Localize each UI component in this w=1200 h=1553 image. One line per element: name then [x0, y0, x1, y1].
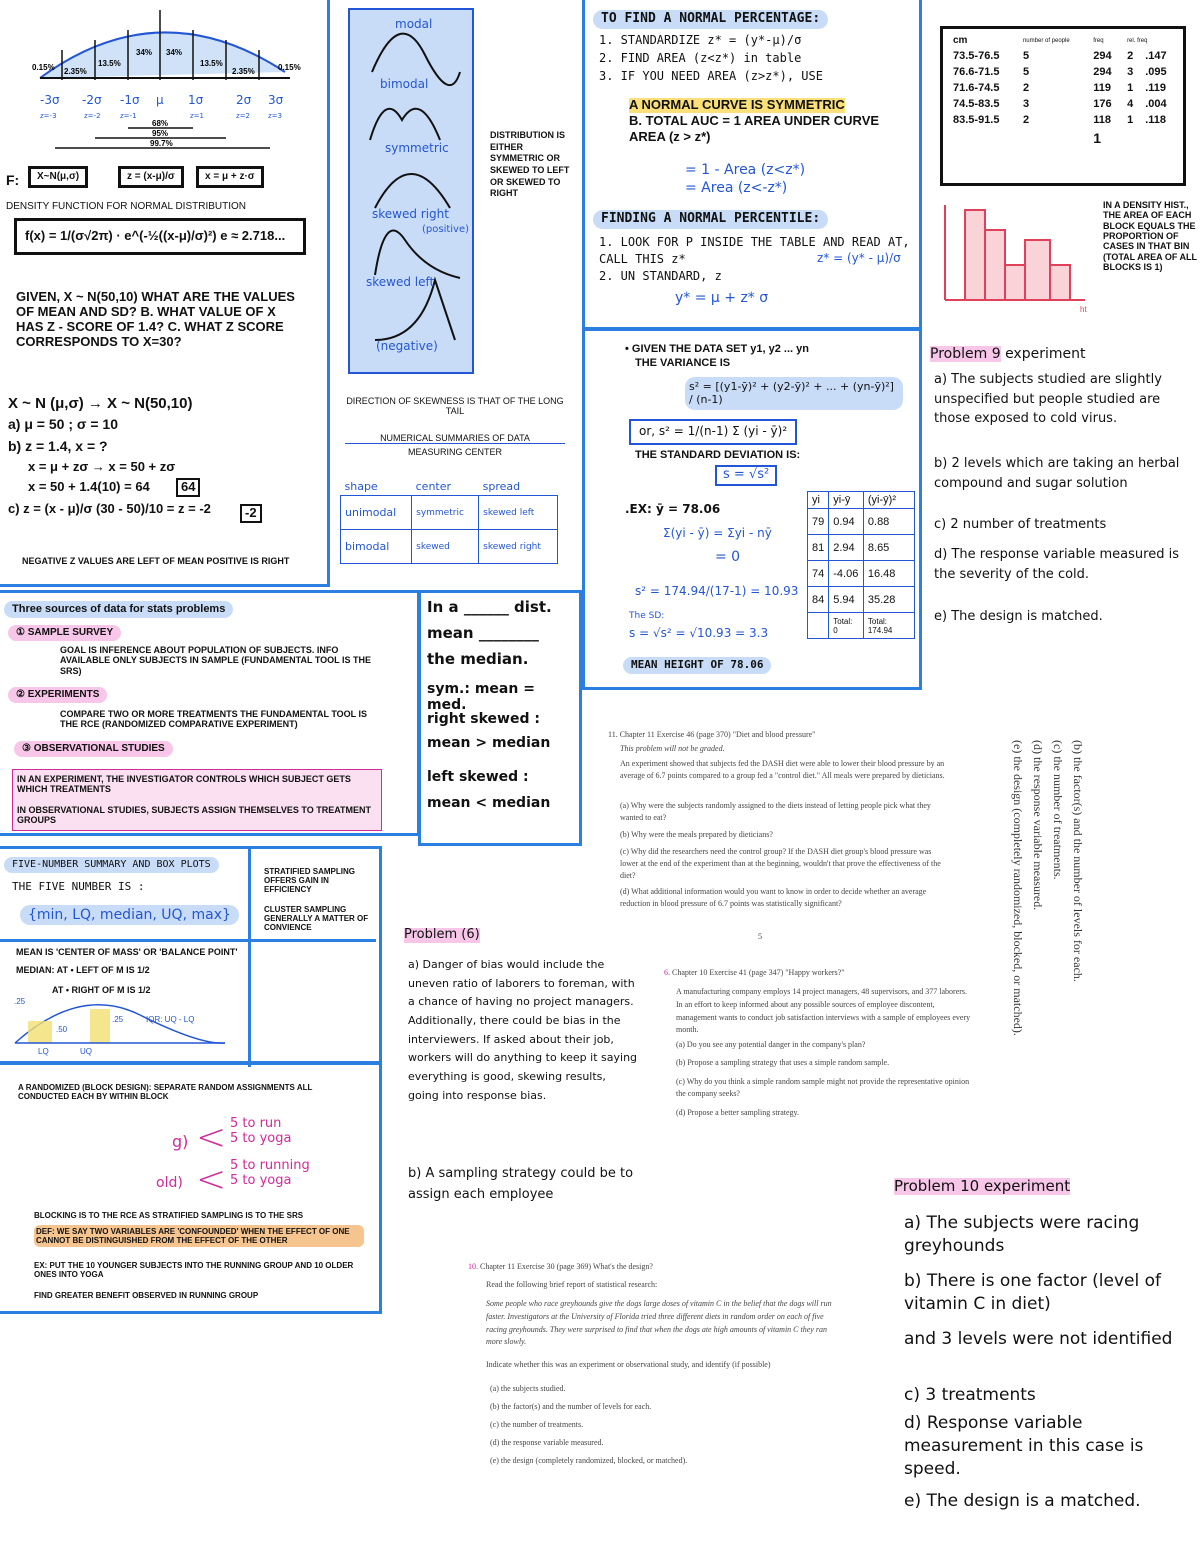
shape-label: bimodal	[380, 77, 429, 91]
median-note: MEDIAN: AT • LEFT OF M IS 1/2	[16, 965, 150, 975]
distribution-note: DISTRIBUTION IS EITHER SYMMETRIC OR SKEWED TO LEFT OR SKEWED TO RIGHT	[490, 130, 570, 199]
answer-box: -2	[240, 504, 262, 523]
table-cell: 8.65	[863, 535, 914, 561]
exercise-30-header	[468, 1262, 653, 1271]
problem-title: Problem 9	[930, 346, 1001, 362]
randomized-block-note: A RANDOMIZED (BLOCK DESIGN): SEPARATE RANDOM ASSIGNMENTS ALL CONDUCTED EACH BY WITHIN BLOCK	[18, 1083, 313, 1102]
source-desc: GOAL IS INFERENCE ABOUT POPULATION OF SUBJECTS. INFO AVAILABLE ONLY SUBJECTS IN SAMPLE (FUNDAMENTAL TOOL IS THE SRS)	[60, 645, 372, 676]
example-line: s = √s² = √10.93 = 3.3	[629, 626, 769, 640]
table-cell: 35.28	[863, 587, 914, 613]
axis-label: -3σ	[40, 93, 60, 107]
problem-6-title: Problem (6)	[404, 927, 480, 942]
example-line: s² = 174.94/(17-1) = 10.93	[635, 584, 799, 598]
section-title: Three sources of data for stats problems	[4, 601, 233, 618]
rotated-list	[1012, 740, 1108, 1080]
z-label: z=-2	[84, 112, 101, 120]
exercise-46-part: (c) Why did the researchers need the control group? If the DASH diet group's blood pressure was lower at the end of the experiment than at the beginning, wouldn't that prove the effectiveness of the diet?	[620, 847, 941, 880]
mean-median-line: mean > median	[427, 735, 551, 751]
z-label: z=-3	[40, 112, 57, 120]
table-header: center	[412, 478, 479, 496]
problem-9-answer: e) The design is matched.	[934, 609, 1103, 624]
table-cell: .147	[1145, 50, 1167, 62]
axis-label: 2σ	[236, 93, 252, 107]
table-cell: 5.94	[829, 587, 864, 613]
axis-label: 3σ	[268, 93, 284, 107]
axis-label: μ	[156, 93, 164, 107]
exercise-number: 10.	[468, 1262, 478, 1271]
table-cell: 119	[1093, 82, 1111, 94]
problem-10-answer: a) The subjects were racing greyhounds	[904, 1213, 1140, 1256]
z-label: z=2	[236, 112, 250, 120]
mean-median-line: the median.	[427, 650, 529, 668]
shape-label: skewed right	[372, 207, 449, 221]
table-cell: 2	[1127, 50, 1134, 62]
table-header: number of people	[1022, 37, 1070, 44]
brace-icon: <	[196, 1159, 227, 1200]
frequency-table	[949, 33, 1179, 148]
mean-median-line: sym.: mean = med.	[427, 681, 535, 714]
shape-label: (negative)	[376, 339, 438, 353]
z-label: z=1	[190, 112, 204, 120]
experiment-note	[12, 769, 382, 831]
variance-panel	[582, 328, 922, 690]
divider	[248, 849, 251, 1067]
table-cell: 118	[1093, 114, 1111, 126]
f-label: F:	[6, 172, 20, 188]
table-cell: 2	[1022, 114, 1030, 126]
quartile-label: .25	[14, 997, 26, 1006]
answer-line: b) z = 1.4, x = ?	[8, 438, 108, 454]
skew-note: DIRECTION OF SKEWNESS IS THAT OF THE LONG TAIL	[346, 396, 564, 417]
problem-9-answer: b) 2 levels which are taking an herbal compound and sugar solution	[934, 456, 1180, 491]
z-label: z=-1	[120, 112, 137, 120]
exercise-30-intro: Read the following brief report of statistical research:	[486, 1280, 658, 1289]
quartile-label: LQ	[38, 1047, 49, 1056]
exercise-41-part: (b) Propose a sampling strategy that uses a simple random sample.	[676, 1058, 890, 1067]
range-label: 68%	[152, 119, 169, 128]
answer-box: 64	[176, 478, 200, 497]
deviation-table	[807, 491, 915, 639]
quartile-label: .25	[112, 1015, 124, 1024]
table-cell: 83.5-91.5	[953, 114, 1000, 126]
table-header: cm	[953, 35, 968, 46]
axis-label: 1σ	[188, 93, 204, 107]
answer-line: x = μ + zσ → x = 50 + zσ	[28, 459, 176, 474]
table-cell: 1	[1127, 114, 1134, 126]
step: 2. FIND AREA (z<z*) in table	[599, 51, 802, 65]
mean-median-line: In a ______ dist.	[427, 598, 552, 616]
table-cell: 76.6-71.5	[953, 66, 1000, 78]
table-cell: 79	[808, 509, 829, 535]
sd-title: THE STANDARD DEVIATION IS:	[635, 449, 801, 461]
section-title: FINDING A NORMAL PERCENTILE:	[593, 210, 828, 229]
formula-box: z = (x-μ)/σ	[118, 166, 184, 188]
table-header: yi	[808, 492, 829, 509]
step: 1. LOOK FOR P INSIDE THE TABLE AND READ AT, CALL THIS z*	[599, 235, 910, 266]
histogram-bar	[965, 210, 985, 300]
problem-10-answer: and 3 levels were not identified	[904, 1329, 1173, 1349]
histogram-note: IN A DENSITY HIST., THE AREA OF EACH BLOCK EQUALS THE PROPORTION OF CASES IN THAT BIN (TOTAL AREA OF ALL BLOCKS IS 1)	[1103, 200, 1197, 273]
problem-9-title	[930, 346, 1085, 362]
table-cell: 5	[1022, 50, 1030, 62]
table-cell: 4	[1127, 98, 1134, 110]
histogram-xlabel: ht	[1080, 305, 1087, 314]
table-cell: .118	[1145, 114, 1166, 126]
table-cell: 0.88	[863, 509, 914, 535]
pct-label: 2.35%	[232, 67, 255, 76]
symmetric-shape	[375, 174, 450, 208]
exercise-30-part: (d) the response variable measured.	[490, 1438, 604, 1447]
cluster-note: CLUSTER SAMPLING GENERALLY A MATTER OF CONVIENCE	[264, 905, 369, 933]
table-cell: 3	[1127, 66, 1134, 78]
exercise-46-not-graded: This problem will not be graded.	[620, 744, 725, 753]
pct-label: 0.15%	[278, 63, 301, 72]
step: 1. STANDARDIZE z* = (y*-μ)/σ	[599, 33, 802, 47]
shape-label: modal	[395, 17, 433, 31]
section-title: FIVE-NUMBER SUMMARY AND BOX PLOTS	[4, 857, 219, 873]
table-cell: 16.48	[863, 561, 914, 587]
range-label: 95%	[152, 129, 169, 138]
problem-10-title: Problem 10 experiment	[894, 1177, 1071, 1195]
table-cell: 71.6-74.5	[953, 82, 1000, 94]
table-header: rel. freq	[1127, 37, 1148, 44]
mean-median-line: mean ________	[427, 624, 539, 642]
shape-label: skewed left	[366, 275, 435, 289]
table-header: freq	[1093, 37, 1104, 44]
mean-height: MEAN HEIGHT OF 78.06	[623, 657, 771, 674]
problem-9-answer: a) The subjects studied are slightly unspecified but people studied are those exposed to cold virus.	[934, 372, 1162, 426]
problem-10-answer: e) The design is a matched.	[904, 1491, 1141, 1511]
variance-formula-alt: or, s² = 1/(n-1) Σ (yi - ȳ)²	[629, 419, 797, 445]
shape-label: (positive)	[422, 224, 470, 235]
table-cell: 2.94	[829, 535, 864, 561]
rotated-item: (d) the response variable measured.	[1031, 740, 1045, 911]
normal-percentage-panel	[582, 0, 922, 330]
mean-note: MEAN IS 'CENTER OF MASS' OR 'BALANCE POINT'	[16, 947, 238, 957]
negative-z-note: NEGATIVE Z VALUES ARE LEFT OF MEAN POSITIVE IS RIGHT	[22, 556, 290, 566]
iqr-label: IQR: UQ - LQ	[146, 1015, 195, 1024]
five-number-panel	[0, 846, 382, 1064]
mean-median-line: left skewed :	[427, 769, 529, 785]
problem-9-answer: d) The response variable measured is the severity of the cold.	[934, 547, 1179, 582]
bimodal-shape	[370, 109, 440, 140]
axis-label: -1σ	[120, 93, 140, 107]
confounded-def: DEF: WE SAY TWO VARIABLES ARE 'CONFOUNDED' WHEN THE EFFECT OF ONE CANNOT BE DISTINGUISHED FROM THE EFFECT OF THE OTHER	[34, 1225, 364, 1247]
source-item: ① SAMPLE SURVEY	[8, 625, 121, 641]
table-cell: .095	[1145, 66, 1167, 78]
exercise-46-part: (b) Why were the meals prepared by dieticians?	[620, 830, 773, 839]
pct-label: 13.5%	[200, 59, 223, 68]
stratified-note: STRATIFIED SAMPLING OFFERS GAIN IN EFFICIENCY	[264, 867, 355, 895]
pct-label: 13.5%	[98, 59, 121, 68]
table-cell: 74	[808, 561, 829, 587]
problem-6-answer-b: b) A sampling strategy could be to assign each employee	[408, 1166, 634, 1202]
table-header: shape	[341, 478, 412, 496]
problem-10-answer: b) There is one factor (level of vitamin C in diet)	[904, 1271, 1162, 1314]
exercise-30-part: (b) the factor(s) and the number of levels for each.	[490, 1402, 652, 1411]
formula-box: X~N(μ,σ)	[28, 166, 88, 188]
example-note: EX: PUT THE 10 YOUNGER SUBJECTS INTO THE RUNNING GROUP AND 10 OLDER ONES INTO YOGA	[34, 1261, 354, 1280]
table-header: yi-ȳ	[829, 492, 864, 509]
exercise-46-part: (d) What additional information would you want to know in order to decide whether an average reduction in blood pressure of 6.7 points was statistically significant?	[620, 887, 927, 908]
exercise-46-header: 11. Chapter 11 Exercise 46 (page 370) "Diet and blood pressure"	[608, 730, 816, 739]
table-cell: 74.5-83.5	[953, 98, 1000, 110]
histogram-bar	[1025, 240, 1050, 300]
table-cell: bimodal	[341, 530, 412, 564]
percentile-formula: z* = (y* - μ)/σ	[817, 251, 901, 265]
exercise-41-part: (a) Do you see any potential danger in the company's plan?	[676, 1040, 866, 1049]
histogram-bar	[985, 230, 1005, 300]
problem-10-answer: d) Response variable measurement in this case is speed.	[904, 1413, 1144, 1479]
shape-label: symmetric	[385, 141, 449, 155]
box-plot-curve	[10, 995, 230, 1055]
normal-curve-diagram	[0, 0, 320, 160]
group-assignment: 5 to run 5 to yoga	[230, 1116, 292, 1146]
step: 2. UN STANDARD, z	[599, 269, 722, 283]
histogram-bar	[1005, 265, 1025, 300]
table-cell: .004	[1145, 98, 1167, 110]
data-sources-panel	[0, 590, 420, 836]
table-cell: 84	[808, 587, 829, 613]
table-cell: Total: 174.94	[863, 613, 914, 639]
step: 3. IF YOU NEED AREA (z>z*), USE	[599, 69, 823, 83]
table-cell: 3	[1022, 98, 1030, 110]
table-cell: unimodal	[341, 496, 412, 530]
exercise-30-question: Indicate whether this was an experiment or observational study, and identify (if possible)	[486, 1360, 771, 1369]
benefit-note: FIND GREATER BENEFIT OBSERVED IN RUNNING GROUP	[34, 1291, 259, 1300]
table-cell: 1	[1127, 82, 1134, 94]
note-text: IN AN EXPERIMENT, THE INVESTIGATOR CONTROLS WHICH SUBJECT GETS WHICH TREATMENTS	[17, 774, 351, 795]
numerical-title: NUMERICAL SUMMARIES OF DATA	[345, 433, 565, 444]
blocking-note: BLOCKING IS TO THE RCE AS STRATIFIED SAMPLING IS TO THE SRS	[34, 1211, 304, 1220]
example-line: = 0	[715, 549, 741, 565]
variance-is: THE VARIANCE IS	[635, 357, 731, 369]
table-cell: 176	[1093, 98, 1112, 110]
table-cell: skewed right	[479, 530, 558, 564]
group-assignment: 5 to running 5 to yoga	[230, 1158, 310, 1188]
histogram-bar	[1050, 265, 1070, 300]
table-cell: -4.06	[829, 561, 864, 587]
measuring-center: MEASURING CENTER	[407, 447, 502, 457]
table-cell: skewed	[412, 530, 479, 564]
exercise-title: Chapter 11 Exercise 30 (page 369) What's the design?	[480, 1262, 653, 1271]
z-label: z=3	[268, 112, 282, 120]
mean-median-line: right skewed :	[427, 711, 540, 727]
exercise-30-part: (c) the number of treatments.	[490, 1420, 584, 1429]
density-formula: f(x) = 1/(σ√2π) · e^(-½((x-μ)/σ)²) e ≈ 2.718...	[14, 218, 306, 255]
group-label: old)	[156, 1175, 183, 1191]
table-cell: 81	[808, 535, 829, 561]
divider	[0, 939, 376, 942]
rotated-item: (c) the number of treatments.	[1051, 740, 1065, 880]
shape-center-table	[340, 478, 558, 564]
frequency-table-panel	[940, 26, 1186, 186]
section-title: TO FIND A NORMAL PERCENTAGE:	[593, 10, 828, 29]
sd-formula: s = √s²	[715, 465, 777, 486]
variance-formula: s² = [(y1-ȳ)² + (y2-ȳ)² + ... + (yn-ȳ)²] / (n-1)	[685, 377, 903, 410]
quartile-label: .50	[56, 1025, 68, 1034]
table-cell: 73.5-76.5	[953, 50, 1000, 62]
group-label: g)	[172, 1132, 189, 1151]
table-cell: 2	[1022, 82, 1030, 94]
rotated-item: (b) the factor(s) and the number of levels for each.	[1071, 740, 1085, 982]
example-question: GIVEN, X ~ N(50,10) WHAT ARE THE VALUES OF MEAN AND SD? B. WHAT VALUE OF X HAS Z - SCORE OF 1.4? C. WHAT Z SCORE CORRESPONDS TO X=30?	[16, 289, 295, 349]
skewed-right-shape	[375, 231, 460, 278]
median-note: AT • RIGHT OF M IS 1/2	[52, 985, 151, 995]
exercise-46-part: (a) Why were the subjects randomly assigned to the diets instead of letting people pick what they wanted to eat?	[620, 801, 931, 822]
shapes-panel	[348, 8, 474, 374]
table-header: (yi-ȳ)²	[863, 492, 914, 509]
table-total: 1	[1093, 130, 1102, 146]
example-line: .EX: ȳ = 78.06	[625, 502, 721, 516]
exercise-number: 6.	[664, 968, 670, 977]
page-number: 5	[758, 932, 762, 941]
table-cell: symmetric	[412, 496, 479, 530]
auc-note: B. TOTAL AUC = 1 AREA UNDER CURVE	[629, 113, 880, 128]
exercise-30-part: (a) the subjects studied.	[490, 1384, 566, 1393]
problem-6-answer: a) Danger of bias would include the uneven ratio of laborers to foreman, with a chance of having no project managers. Additionally, there could be bias in the interviewers. If asked about their job, workers will do anything to keep it saying everything is good, skewing results, going into response bias.	[408, 958, 638, 1102]
example-line: The SD:	[629, 611, 665, 621]
exercise-41-part: (d) Propose a better sampling strategy.	[676, 1108, 800, 1117]
exercise-46-body: An experiment showed that subjects fed the DASH diet were able to lower their blood pressure by an average of 6.7 points compared to a group fed a "control diet." All meals were prepared by dieticians.	[620, 759, 945, 780]
five-number-intro: THE FIVE NUMBER IS :	[12, 880, 145, 893]
problem-9-answer: c) 2 number of treatments	[934, 517, 1107, 532]
source-desc: COMPARE TWO OR MORE TREATMENTS THE FUNDAMENTAL TOOL IS THE RCE (RANDOMIZED COMPARATIVE EXPERIMENT)	[60, 709, 367, 730]
table-cell: 0.94	[829, 509, 864, 535]
axis-label: -2σ	[82, 93, 102, 107]
given-data: • GIVEN THE DATA SET y1, y2 ... yn	[625, 343, 809, 355]
symmetric-note: A NORMAL CURVE IS SYMMETRIC	[629, 97, 845, 112]
area-line: = 1 - Area (z<z*)	[685, 162, 806, 178]
rotated-item: (e) the design (completely randomized, blocked, or matched).	[1011, 740, 1025, 1036]
table-cell: 294	[1093, 50, 1112, 62]
pct-label: 34%	[166, 48, 183, 57]
blocking-panel	[0, 1062, 382, 1314]
brace-icon: <	[196, 1117, 227, 1158]
answer-line: x = 50 + 1.4(10) = 64	[28, 479, 150, 494]
exercise-30-report: Some people who race greyhounds give the dogs large doses of vitamin C in the belief that the dogs will run faster. Investigators at the University of Florida tried three different diets in random order on each of five racing greyhounds. They were surprised to find that when the dogs ate high amounts of vitamin C they ran more slowly.	[486, 1299, 832, 1347]
exercise-title: Chapter 10 Exercise 41 (page 347) "Happy workers?"	[672, 968, 845, 977]
mean-median-panel	[418, 590, 582, 846]
quartile-label: UQ	[80, 1047, 92, 1056]
five-number-set: {min, LQ, median, UQ, max}	[20, 905, 239, 925]
formula-box: x = μ + z·σ	[196, 166, 264, 188]
note-text: IN OBSERVATIONAL STUDIES, SUBJECTS ASSIGN THEMSELVES TO TREATMENT GROUPS	[17, 805, 372, 826]
example-line: Σ(yi - ȳ) = Σyi - nȳ	[663, 526, 772, 540]
pct-label: 2.35%	[64, 67, 87, 76]
table-cell	[808, 613, 829, 639]
pct-label: 34%	[136, 48, 153, 57]
range-label: 99.7%	[150, 139, 173, 148]
table-header: spread	[479, 478, 558, 496]
problem-kind: experiment	[1005, 346, 1086, 362]
area-note: AREA (z > z*)	[629, 129, 711, 144]
density-title: DENSITY FUNCTION FOR NORMAL DISTRIBUTION	[6, 201, 247, 212]
table-cell: 5	[1022, 66, 1030, 78]
exercise-41-part: (c) Why do you think a simple random sample might not provide the representative opinion the company seeks?	[676, 1077, 970, 1098]
table-cell: 294	[1093, 66, 1112, 78]
table-cell: Total: 0	[829, 613, 864, 639]
table-cell: skewed left	[479, 496, 558, 530]
density-histogram	[930, 200, 1095, 320]
answer-line: X ~ N (μ,σ) → X ~ N(50,10)	[8, 395, 193, 412]
unstandard-formula: y* = μ + z* σ	[675, 290, 769, 306]
source-item: ② EXPERIMENTS	[8, 687, 107, 703]
answer-line: a) μ = 50 ; σ = 10	[8, 416, 118, 432]
exercise-41-header	[664, 968, 844, 977]
mean-median-line: mean < median	[427, 795, 551, 811]
pct-label: 0.15%	[32, 63, 55, 72]
source-item: ③ OBSERVATIONAL STUDIES	[14, 741, 173, 757]
area-line: = Area (z<-z*)	[685, 180, 788, 196]
table-cell: .119	[1145, 82, 1166, 94]
exercise-41-body: A manufacturing company employs 14 project managers, 48 supervisors, and 377 laborers. In an effort to keep informed about any possible sources of employee discontent, management wants to conduct job satisfaction interviews with a sample of employees every month.	[676, 987, 971, 1035]
problem-10-answer: c) 3 treatments	[904, 1385, 1036, 1405]
exercise-30-part: (e) the design (completely randomized, blocked, or matched).	[490, 1456, 688, 1465]
normal-curve-panel	[0, 0, 330, 587]
answer-line: c) z = (x - μ)/σ (30 - 50)/10 = z = -2	[8, 501, 211, 516]
